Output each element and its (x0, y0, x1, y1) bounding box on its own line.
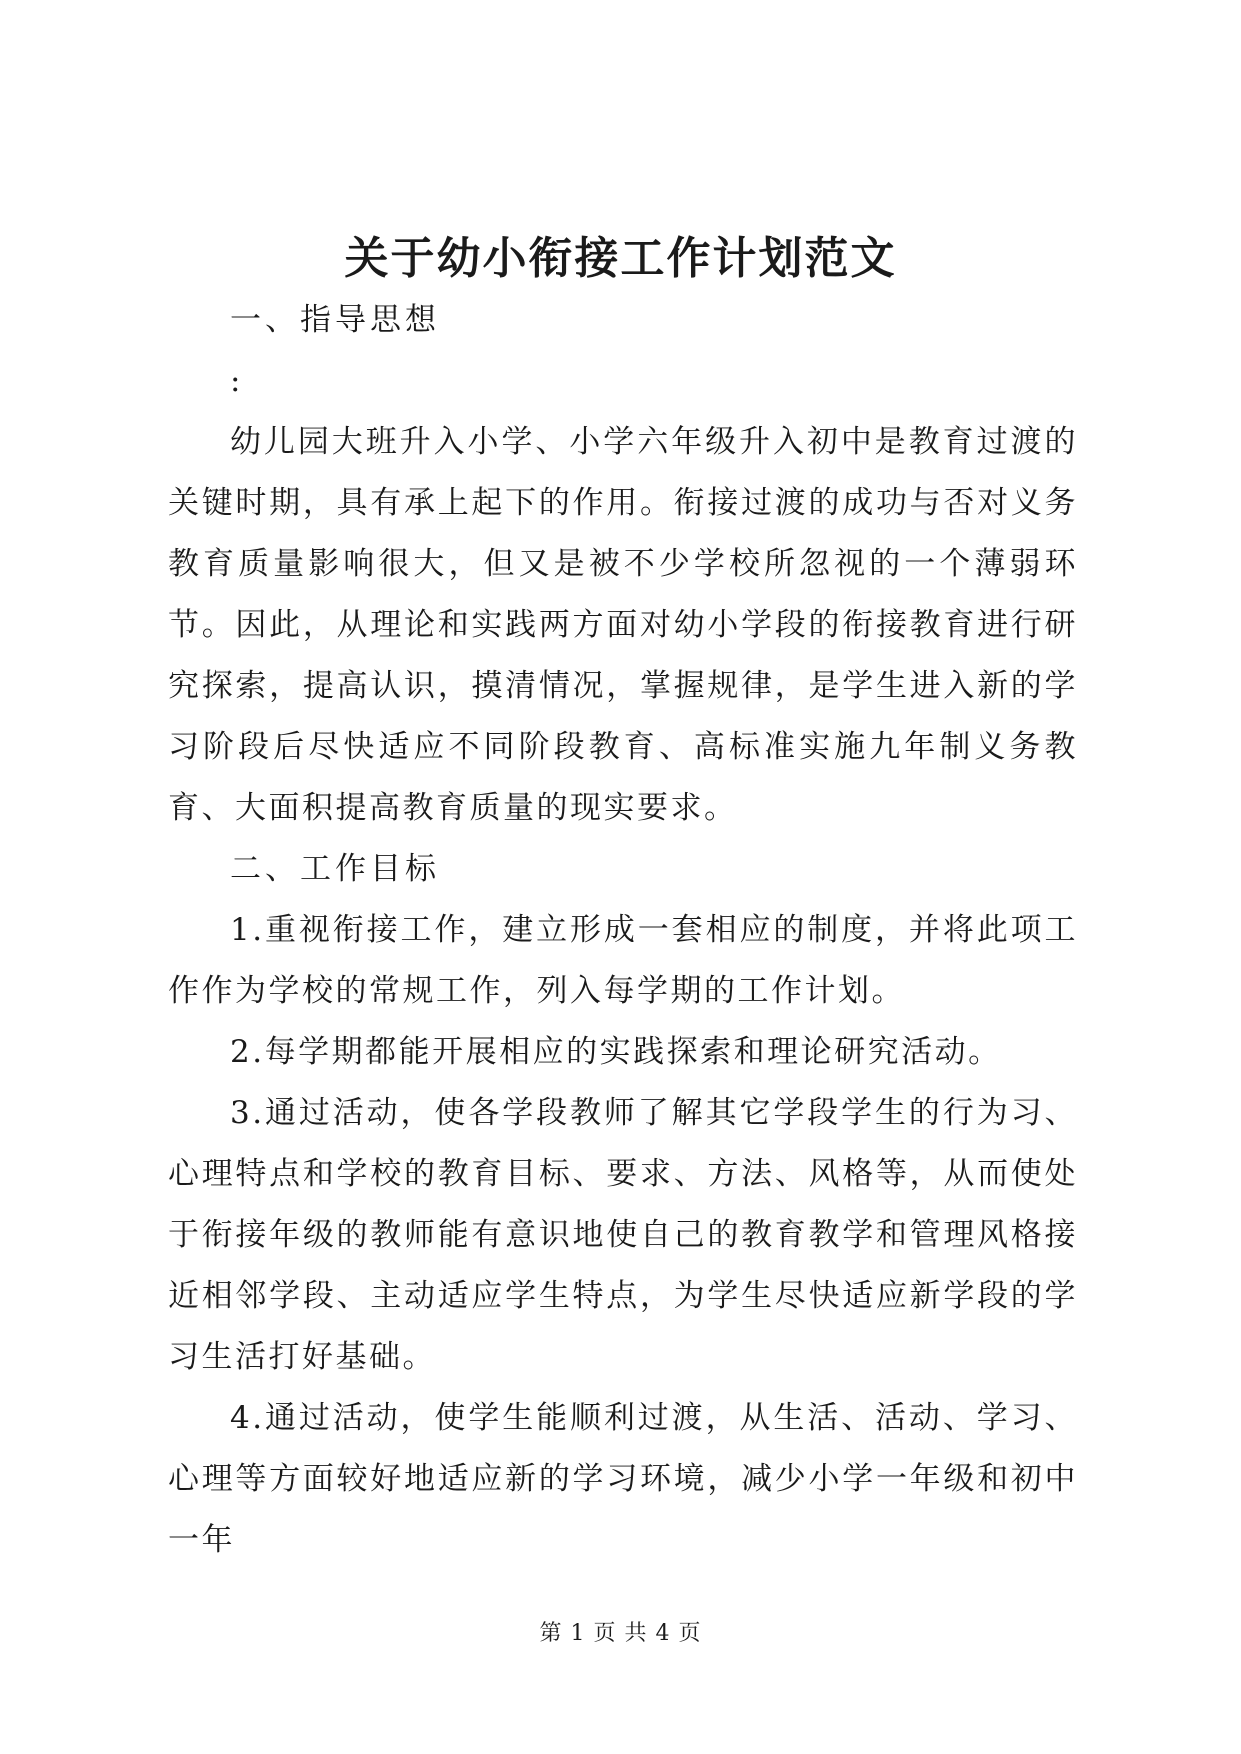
document-body (168, 290, 1078, 1571)
goal-item-2: 2.每学期都能开展相应的实践探索和理论研究活动。 (230, 1034, 1002, 1070)
page-number-footer: 第 1 页 共 4 页 (539, 1621, 702, 1646)
page-title: 关于幼小衔接工作计划范文 (344, 233, 897, 284)
section-paragraph: 幼儿园大班升入小学、小学六年级升入初中是教育过渡的关键时期，具有承上起下的作用。衔接过渡的成功与否对义务教育质量影响很大，但又是被不少学校所忽视的一个薄弱环节。因此，从理论和实践两方面对幼小学段的衔接教育进行研究探索，提高认识，摸清情况，掌握规律，是学生进入新的学习阶段后尽快适应不同阶段教育、高标准实施九年制义务教育、大面积提高教育质量的现实要求。 (168, 424, 1078, 826)
section-heading-guiding-thought: 一、指导思想 (230, 302, 440, 338)
goal-item-1: 1.重视衔接工作，建立形成一套相应的制度，并将此项工作作为学校的常规工作，列入每学期的工作计划。 (168, 912, 1078, 1009)
goal-item-3: 3.通过活动，使各学段教师了解其它学段学生的行为习、心理特点和学校的教育目标、要求、方法、风格等，从而使处于衔接年级的教师能有意识地使自己的教育教学和管理风格接近相邻学段、主动适应学生特点，为学生尽快适应新学段的学习生活打好基础。 (168, 1095, 1078, 1375)
goal-item-4: 4.通过活动，使学生能顺利过渡，从生活、活动、学习、心理等方面较好地适应新的学习环境，减少小学一年级和初中一年 (168, 1400, 1078, 1558)
section-heading-work-goals: 二、工作目标 (230, 851, 440, 887)
colon-line: : (230, 363, 241, 399)
